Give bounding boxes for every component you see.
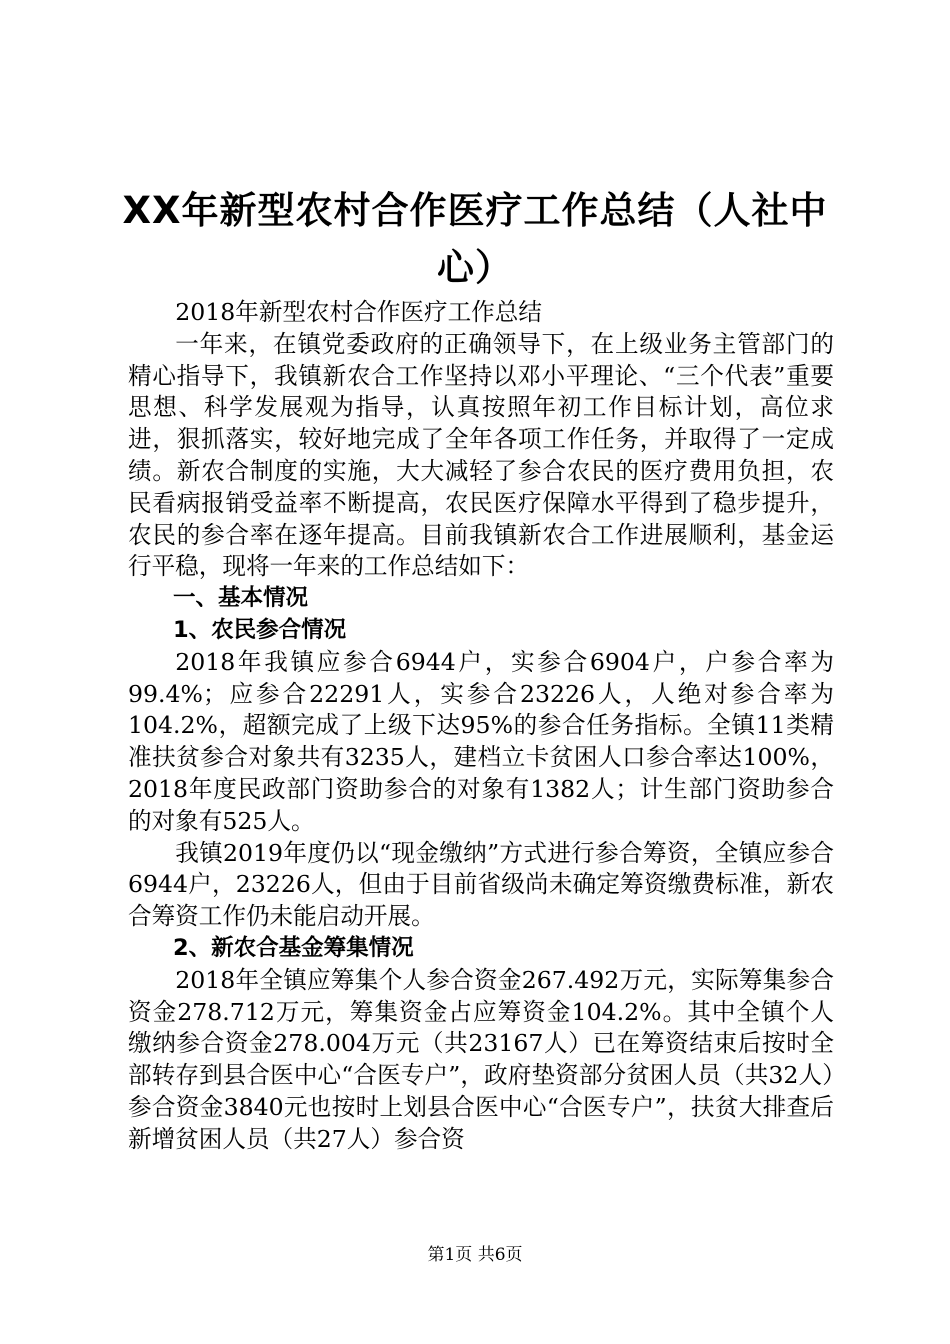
- paragraph-fund: 2018年全镇应筹集个人参合资金267.492万元，实际筹集参合资金278.712万元，筹集资金占应筹资金104.2%。其中全镇个人缴纳参合资金278.004万元（共23167人）已在筹资结束后按时全部转存到县合医中心“合医专户”，政府垫资部分贫困人员（共32人）参合资金3840元也按时上划县合医中心“合医专户”，扶贫大排查后新增贫困人员（共27人）参合资: [128, 965, 834, 1153]
- page-footer: 第1页 共6页: [427, 1245, 523, 1265]
- paragraph-participation: 2018年我镇应参合6944户，实参合6904户，户参合率为99.4%；应参合22291人，实参合23226人，人绝对参合率为104.2%，超额完成了上级下达95%的参合任务指标。全镇11类精准扶贫参合对象共有3235人，建档立卡贫困人口参合率达100%，2018年度民政部门资助参合的对象有1382人；计生部门资助参合的对象有525人。: [128, 647, 834, 835]
- paragraph-2019-plan: 我镇2019年度仍以“现金缴纳”方式进行参合筹资，全镇应参合6944户，23226人，但由于目前省级尚未确定筹资缴费标准，新农合筹资工作仍未能启动开展。: [128, 838, 834, 931]
- document-title: XX年新型农村合作医疗工作总结（人社中心）: [122, 189, 828, 289]
- paragraph-subtitle: 2018年新型农村合作医疗工作总结: [175, 298, 542, 326]
- document-body: [128, 297, 834, 1156]
- subsection-heading-participation: 1、农民参合情况: [173, 616, 347, 643]
- section-heading-basic: 一、基本情况: [173, 585, 309, 612]
- paragraph-intro: 一年来，在镇党委政府的正确领导下，在上级业务主管部门的精心指导下，我镇新农合工作坚持以邓小平理论、“三个代表”重要思想、科学发展观为指导，认真按照年初工作目标计划，高位求进，狠抓落实，较好地完成了全年各项工作任务，并取得了一定成绩。新农合制度的实施，大大减轻了参合农民的医疗费用负担，农民看病报销受益率不断提高，农民医疗保障水平得到了稳步提升，农民的参合率在逐年提高。目前我镇新农合工作进展顺利，基金运行平稳，现将一年来的工作总结如下：: [128, 329, 834, 581]
- subsection-heading-fund: 2、新农合基金筹集情况: [173, 934, 414, 961]
